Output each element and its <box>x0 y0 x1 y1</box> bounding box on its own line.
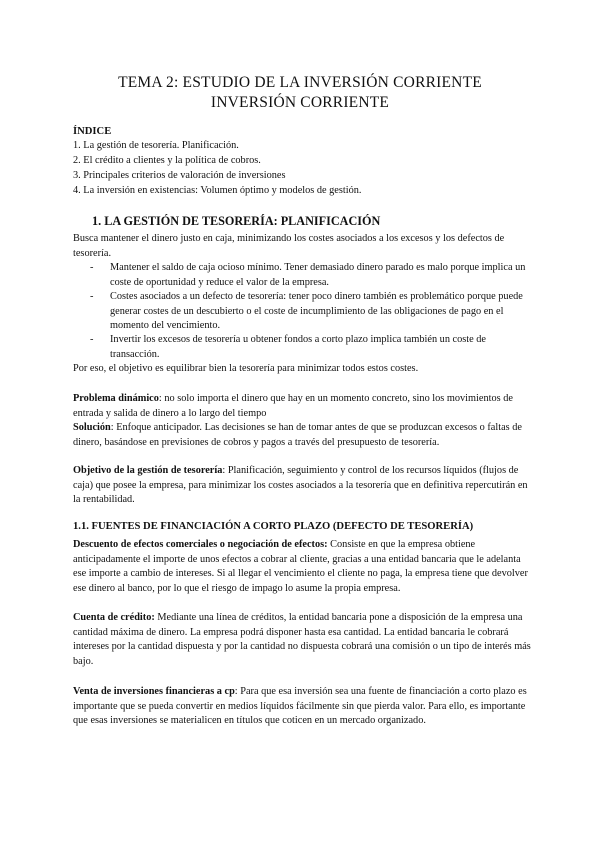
cuenta-text: Mediante una línea de créditos, la entidad bancaria pone a disposición de la empresa una cantidad máxima de dinero. La empresa podrá disponer hasta esa cantidad. La entidad bancaria le cobrará intereses por la cantidad dispuesta y por la cantidad no dispuesta cobrará una comisión o un tipo de interés más bajo. <box>73 612 531 667</box>
index-heading: ÍNDICE <box>73 126 112 137</box>
solucion-paragraph <box>73 421 535 450</box>
section-heading: 1. LA GESTIÓN DE TESORERÍA: PLANIFICACIÓN <box>92 214 381 228</box>
problema-paragraph <box>73 392 535 421</box>
index-item: 4. La inversión en existencias: Volumen óptimo y modelos de gestión. <box>73 185 362 196</box>
bullet-text: Invertir los excesos de tesorería u obtener fondos a corto plazo implica también un coste de transacción. <box>110 334 486 360</box>
subsection-heading: 1.1. FUENTES DE FINANCIACIÓN A CORTO PLAZO (DEFECTO DE TESORERÍA) <box>73 521 474 532</box>
document-subtitle: INVERSIÓN CORRIENTE <box>210 94 390 111</box>
venta-paragraph <box>73 685 535 729</box>
venta-text: : Para que esa inversión sea una fuente de financiación a corto plazo es importante que se pueda convertir en medios líquidos fácilmente sin que pierda valor. Para ello, es importante que esas inversiones se materialicen en títulos que coticen en un mercado organizado. <box>73 686 527 727</box>
index-item: 1. La gestión de tesorería. Planificación. <box>73 140 239 151</box>
bullet-dash: - <box>90 262 94 273</box>
bullet-text: Costes asociados a un defecto de tesorería: tener poco dinero también es problemático porque puede generar costes de un descubierto o el coste de incumplimiento de las obligaciones de pago en el momento del vencimiento. <box>110 291 523 332</box>
venta-label: Venta de inversiones financieras a cp <box>73 686 235 697</box>
cuenta-label: Cuenta de crédito: <box>73 612 155 623</box>
bullet-dash: - <box>90 291 94 302</box>
bullet-item <box>90 290 530 334</box>
objetivo-paragraph <box>73 464 535 508</box>
index-item: 3. Principales criterios de valoración de inversiones <box>73 170 286 181</box>
conclusion-paragraph: Por eso, el objetivo es equilibrar bien la tesorería para minimizar todos estos costes. <box>73 363 419 374</box>
solucion-label: Solución <box>73 422 111 433</box>
problema-label: Problema dinámico <box>73 393 159 404</box>
bullet-item <box>90 333 530 362</box>
index-item: 2. El crédito a clientes y la política de cobros. <box>73 155 261 166</box>
problema-text: : no solo importa el dinero que hay en un momento concreto, sino los movimientos de entrada y salida de dinero a lo largo del tiempo <box>73 393 513 419</box>
section-intro: Busca mantener el dinero justo en caja, minimizando los costes asociados a los excesos y los defectos de tesorería. <box>73 233 505 259</box>
objetivo-label: Objetivo de la gestión de tesorería <box>73 465 223 476</box>
descuento-text: Consiste en que la empresa obtiene anticipadamente el importe de unos efectos a cobrar al cliente, gracias a una entidad bancaria que le adelanta ese importe a cambio de intereses. Si al llegar el vencimiento el cliente no paga, la empresa tiene que devolver ese dinero al banco, por lo que el riesgo de impago lo asume la propia empresa. <box>73 539 528 594</box>
document-title: TEMA 2: ESTUDIO DE LA INVERSIÓN CORRIENTE <box>118 74 482 91</box>
descuento-paragraph <box>73 538 535 596</box>
cuenta-paragraph <box>73 611 535 669</box>
solucion-text: : Enfoque anticipador. Las decisiones se han de tomar antes de que se produzcan excesos o faltas de dinero, basándose en previsiones de cobros y pagos a través del presupuesto de tesorería. <box>73 422 522 448</box>
bullet-dash: - <box>90 334 94 345</box>
bullet-text: Mantener el saldo de caja ocioso mínimo. Tener demasiado dinero parado es malo porque implica un coste de oportunidad y reduce el valor de la empresa. <box>110 262 526 288</box>
bullet-item <box>90 261 530 290</box>
objetivo-text: : Planificación, seguimiento y control de los recursos líquidos (flujos de caja) que posee la empresa, para minimizar los costes asociados a la tesorería que en definitiva repercutirán en la rentabilidad. <box>73 465 528 506</box>
descuento-label: Descuento de efectos comerciales o negociación de efectos: <box>73 539 328 550</box>
